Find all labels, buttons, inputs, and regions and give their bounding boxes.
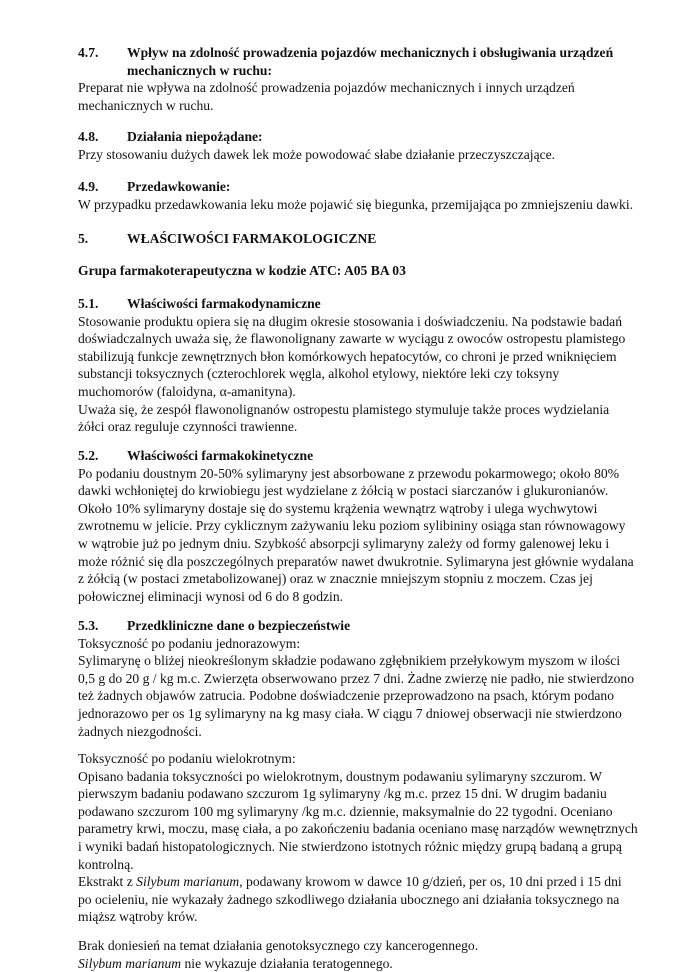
section-4-7 <box>78 44 678 114</box>
section-4-9-heading <box>78 178 678 196</box>
section-number: 4.9. <box>78 179 99 194</box>
section-5-3 <box>78 617 678 740</box>
text-line: dawki wchłoniętej do krwiobiegu jest wydzielane z żółcią w postaci siarczanów i glukuronianów. <box>78 483 609 499</box>
text-line: mechanicznych w ruchu. <box>78 97 214 113</box>
section-body <box>78 146 678 164</box>
text-line: Po podaniu doustnym 20-50% sylimaryny jest absorbowane z przewodu pokarmowego; około 80% <box>78 465 620 481</box>
text-line: Przy stosowaniu dużych dawek lek może powodować słabe działanie przeczyszczające. <box>78 146 556 162</box>
section-body <box>78 313 678 436</box>
section-5-3-heading <box>78 617 678 635</box>
text-line: w wątrobie już po jednym dniu. Szybkość absorpcji sylimaryny zależy od formy galenowej leku i <box>78 535 610 551</box>
section-title: Wpływ na zdolność prowadzenia pojazdów mechanicznych i obsługiwania urządzeń <box>127 45 614 60</box>
atc-text: Grupa farmakoterapeutyczna w kodzie ATC: A05 BA 03 <box>78 263 406 278</box>
section-title: Właściwości farmakodynamiczne <box>127 296 321 311</box>
text-fragment: Ekstrakt z <box>78 874 137 890</box>
text-line: z żółcią (w postaci zmetabolizowanej) oraz w znacznie mniejszym stopniu z moczem. Czas jej <box>78 571 593 587</box>
text-line: W przypadku przedawkowania leku może pojawić się biegunka, przemijająca po zmniejszeniu dawki. <box>78 196 633 212</box>
text-fragment: nie wykazuje działania teratogennego. <box>181 955 393 971</box>
section-body <box>78 196 678 214</box>
repeated-dose-toxicity <box>78 750 678 926</box>
text-line: Około 10% sylimaryny dostaje się do systemu krążenia wewnątrz wątroby i ulega wychwytowi <box>78 500 598 516</box>
text-line: miąższ wątroby krów. <box>78 909 198 925</box>
teratogenicity-line <box>78 955 678 972</box>
text-line: Opisano badania toksyczności po wielokrotnym, doustnym podawaniu sylimaryny szczurom. W <box>78 768 603 784</box>
text-line: doświadczalnych uważa się, że flawonolignany zawarte w wyciągu z owoców ostropestu plamistego <box>78 331 626 347</box>
atc-group <box>78 262 678 280</box>
section-4-8-heading <box>78 128 678 146</box>
section-body <box>78 79 678 114</box>
section-body <box>78 937 678 972</box>
text-line: parametry krwi, moczu, masę ciała, a po zakończeniu badania oceniano masę narządów wewnętrznych <box>78 821 638 837</box>
section-number: 5.2. <box>78 448 99 463</box>
section-5-2 <box>78 447 678 605</box>
text-line: jednorazowo per os 1g sylimaryny na kg masy ciała. W ciągu 7 dniowej obserwacji nie stwierdzono <box>78 705 622 721</box>
text-line: Preparat nie wpływa na zdolność prowadzenia pojazdów mechanicznych i innych urządzeń <box>78 80 575 96</box>
section-number: 4.8. <box>78 129 99 144</box>
text-line: może różnić się dla poszczególnych preparatów nawet dwukrotnie. Sylimaryna jest głównie wydalana <box>78 553 634 569</box>
section-title: WŁAŚCIWOŚCI FARMAKOLOGICZNE <box>127 231 377 246</box>
text-line: 0,5 g do 20 g / kg m.c. Zwierzęta obserwowano przez 7 dni. Żadne zwierzę nie padło, nie stwierdzono <box>78 670 635 686</box>
text-line: Sylimarynę o bliżej nieokreślonym składzie podawano zgłębnikiem przełykowym myszom w ilości <box>78 653 621 669</box>
text-line: też żadnych objawów zatrucia. Podobne doświadczenie przeprowadzono na psach, którym podano <box>78 688 615 704</box>
extract-line <box>78 873 678 891</box>
species-name: Silybum marianum <box>78 955 182 971</box>
section-title: Przedawkowanie: <box>127 179 231 194</box>
text-fragment: , podawany krowom w dawce 10 g/dzień, per os, 10 dni przed i 15 dni <box>239 874 622 890</box>
section-title: Właściwości farmakokinetyczne <box>127 448 314 463</box>
section-4-8 <box>78 128 678 163</box>
section-number: 5. <box>78 231 89 246</box>
section-title: Przedkliniczne dane o bezpieczeństwie <box>127 618 351 633</box>
text-line: stabilizują funkcje zewnętrznych błon komórkowych hepatocytów, co chroni je przed wniknięciem <box>78 348 617 364</box>
genotoxicity-note <box>78 937 678 972</box>
section-body <box>78 750 678 926</box>
single-dose-toxicity <box>78 635 678 741</box>
text-line: Stosowanie produktu opiera się na długim okresie stosowania i doświadczeniu. Na podstawie badań <box>78 313 623 329</box>
section-number: 5.3. <box>78 618 99 633</box>
text-line: Toksyczność po podaniu wielokrotnym: <box>78 751 296 766</box>
atc-heading <box>78 262 678 280</box>
section-title-continued: mechanicznych w ruchu: <box>127 62 272 78</box>
text-line: pierwszym badaniu podawano szczurom 1g sylimaryny /kg m.c. przez 15 dni. W drugim badaniu <box>78 786 607 802</box>
section-title: Działania niepożądane: <box>127 129 263 144</box>
section-5-heading <box>78 230 678 248</box>
text-line: i wyniki badań histopatologicznych. Nie stwierdzono istotnych różnic między grupą badaną a grupą <box>78 838 622 854</box>
section-number: 5.1. <box>78 296 99 311</box>
text-line: muchomorów (faloidyna, α-amanityna). <box>78 383 296 399</box>
text-line: substancji toksycznych (czterochlorek węgla, alkohol etylowy, niektóre leki czy toksyny <box>78 366 560 382</box>
text-line: Brak doniesień na temat działania genotoksycznego czy kancerogennego. <box>78 938 479 953</box>
text-line: po ocieleniu, nie wykazały żadnego szkodliwego działania ubocznego ani działania toksycznego na <box>78 891 620 907</box>
section-5 <box>78 230 678 248</box>
text-line: zwrotnemu w jelicie. Przy cyklicznym zażywaniu leku poziom sylibininy osiąga stan równowagowy <box>78 518 626 534</box>
section-5-1-heading <box>78 295 678 313</box>
section-number: 4.7. <box>78 45 99 60</box>
text-line: Toksyczność po podaniu jednorazowym: <box>78 635 301 651</box>
text-line: Uważa się, że zespół flawonolignanów ostropestu plamistego stymuluje także proces wydzielania <box>78 401 610 417</box>
section-4-9 <box>78 178 678 213</box>
text-line: kontrolną. <box>78 856 134 872</box>
text-line: podawano szczurom 100 mg sylimaryny /kg m.c. dziennie, maksymalnie do 22 tygodni. Oceniano <box>78 803 613 819</box>
text-line: żółci oraz reguluje czynności trawienne. <box>78 419 298 435</box>
text-line: połowicznej eliminacji wynosi od 6 do 8 godzin. <box>78 588 344 604</box>
section-4-7-heading <box>78 44 678 79</box>
species-name: Silybum marianum <box>136 874 240 890</box>
section-5-2-heading <box>78 447 678 465</box>
section-body <box>78 465 678 606</box>
section-5-1 <box>78 295 678 436</box>
text-line: żadnych niezgodności. <box>78 723 202 739</box>
